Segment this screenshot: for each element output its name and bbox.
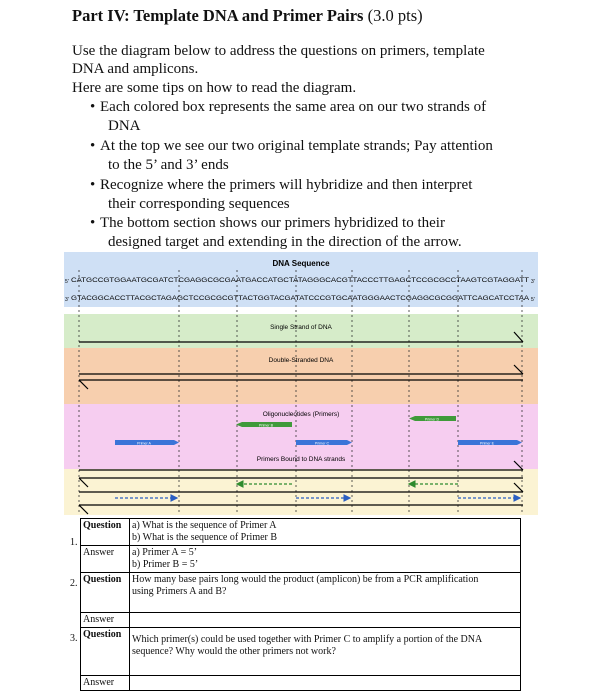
bullet-icon: •	[90, 177, 96, 193]
table-row	[81, 676, 521, 691]
question-1-label: Question	[81, 519, 130, 546]
dna-diagram	[64, 252, 538, 515]
question-1-number: 1.	[70, 537, 78, 548]
bound-label: Primers Bound to DNA strands	[256, 456, 346, 463]
question-2-number: 2.	[70, 578, 78, 589]
bullet-3-line-1: Recognize where the primers will hybridize and then interpret	[100, 177, 473, 193]
single-strand-band	[64, 314, 538, 348]
oligo-label: Oligonucleotides (Primers)	[262, 411, 340, 418]
primer-c-label: Primer C	[314, 441, 330, 446]
answer-1-field[interactable]	[130, 546, 521, 573]
question-3-label: Question	[81, 628, 130, 676]
table-row	[81, 519, 521, 546]
bullet-1-line-2: DNA	[108, 118, 141, 134]
answer-2-label: Answer	[81, 613, 130, 628]
question-2-line-2: using Primers A and B?	[132, 586, 227, 597]
primer-a-label: Primer A	[137, 441, 151, 446]
question-1a: a) What is the sequence of Primer A	[132, 520, 277, 531]
single-strand-label: Single Strand of DNA	[270, 324, 332, 331]
answer-1a: a) Primer A = 5’	[132, 547, 198, 558]
question-3-text	[130, 628, 521, 676]
question-3-line-2: sequence? Why would the other primers not work?	[132, 646, 336, 657]
bullet-icon: •	[90, 215, 96, 231]
question-1-text	[130, 519, 521, 546]
bottom-strand-sequence: GTACGGCACCTTACGCTAGAGCTCCGCGCGTTACTGGTACGATATCCCGTGCAATGGGAACTCGAGGCGCGGATTCAGCATCCTAA	[71, 295, 530, 302]
table-row	[81, 573, 521, 613]
question-2-text	[130, 573, 521, 613]
five-prime-bottom: 5'	[531, 297, 535, 303]
title-points: (3.0 pts)	[367, 6, 423, 25]
question-3-line-1: Which primer(s) could be used together with Primer C to amplify a portion of the DNA	[132, 634, 483, 645]
answer-3-label: Answer	[81, 676, 130, 691]
bullet-4-line-1: The bottom section shows our primers hybridized to their	[100, 215, 445, 231]
intro-line-2: DNA and amplicons.	[72, 61, 199, 77]
answer-2-field[interactable]	[130, 613, 521, 628]
intro-line-3: Here are some tips on how to read the diagram.	[72, 80, 357, 96]
bullet-icon: •	[90, 138, 96, 154]
answer-3-field[interactable]	[130, 676, 521, 691]
diagram-title: DNA Sequence	[272, 259, 330, 268]
page-title	[72, 6, 423, 26]
double-strand-label: Double-Stranded DNA	[268, 357, 334, 364]
primer-b-label: Primer B	[259, 423, 273, 428]
question-2-line-1: How many base pairs long would the product (amplicon) be from a PCR amplification	[132, 574, 479, 585]
table-row	[81, 613, 521, 628]
questions-table	[80, 518, 521, 691]
bullet-2-line-1: At the top we see our two original template strands; Pay attention	[100, 138, 493, 154]
answer-1-label: Answer	[81, 546, 130, 573]
bullet-3-line-2: their corresponding sequences	[108, 196, 290, 212]
five-prime-top: 5'	[65, 279, 69, 285]
answer-1b: b) Primer B = 5’	[132, 559, 199, 570]
title-text: Part IV: Template DNA and Primer Pairs	[72, 6, 364, 25]
primer-e-label: Primer E	[480, 441, 494, 446]
three-prime-bottom: 3'	[65, 297, 69, 303]
question-2-label: Question	[81, 573, 130, 613]
question-1b: b) What is the sequence of Primer B	[132, 532, 278, 543]
bullet-4-line-2: designed target and extending in the direction of the arrow.	[108, 234, 462, 250]
top-strand-sequence: CATGCCGTGGAATGCGATCTCGAGGCGCGAATGACCATGCTATAGGGCACGTTACCCTTGAGCTCCGCGCCTAAGTCGTAGGATT	[71, 277, 530, 284]
intro-line-1: Use the diagram below to address the questions on primers, template	[72, 43, 485, 59]
bullet-icon: •	[90, 99, 96, 115]
bullet-1-line-1: Each colored box represents the same area on our two strands of	[100, 99, 487, 115]
bullet-2-line-2: to the 5’ and 3’ ends	[108, 157, 229, 173]
table-row	[81, 628, 521, 676]
primer-d-label: Primer D	[424, 417, 440, 422]
three-prime-top: 3'	[531, 279, 535, 285]
table-row	[81, 546, 521, 573]
question-3-number: 3.	[70, 633, 78, 644]
